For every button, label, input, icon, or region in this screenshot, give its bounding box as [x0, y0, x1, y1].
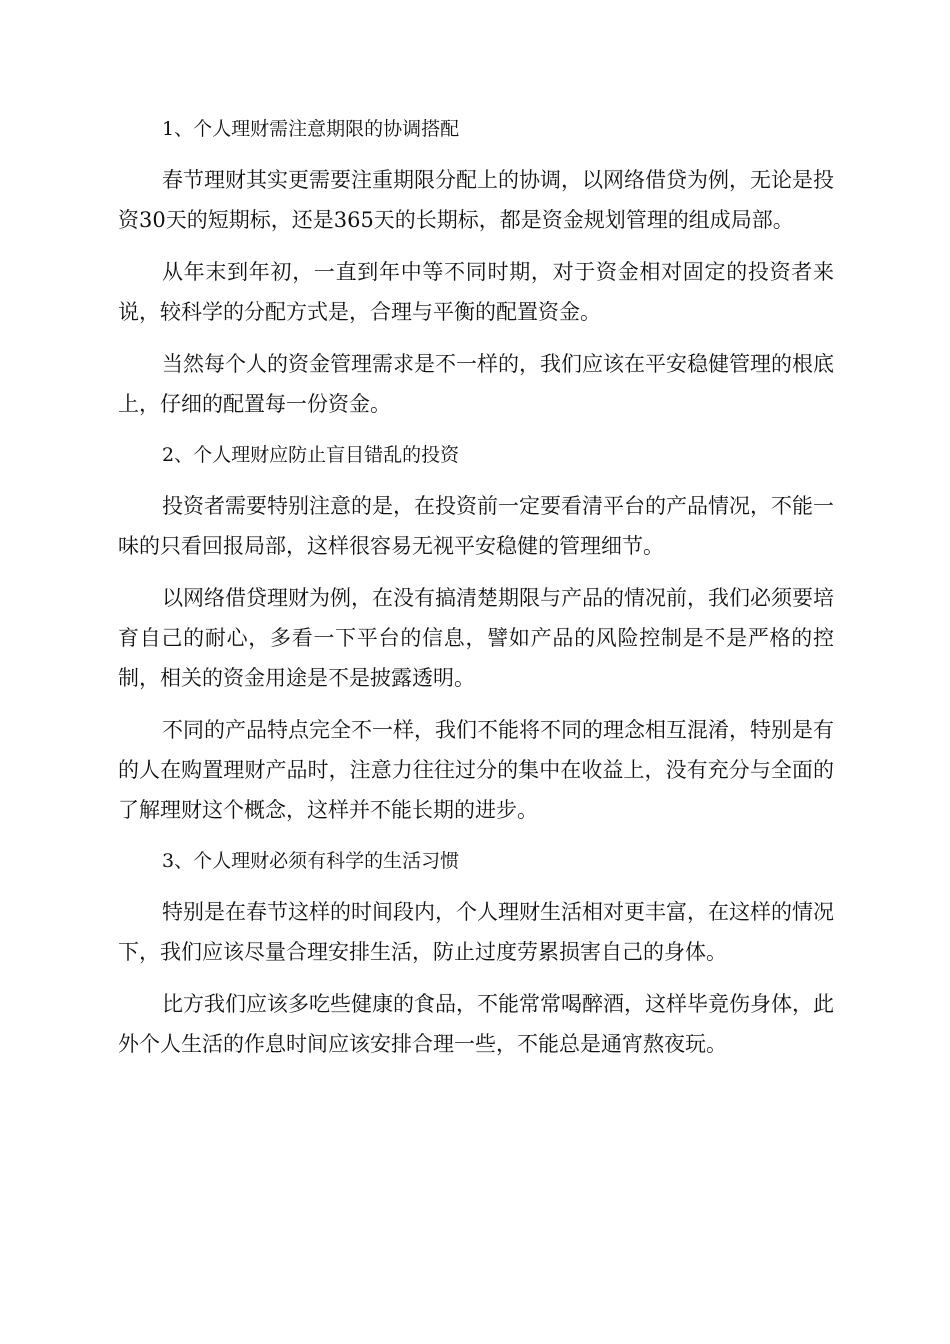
- section-heading: 2、个人理财应防止盲目错乱的投资: [162, 444, 460, 466]
- section-2: [118, 436, 834, 830]
- paragraph: 春节理财其实更需要注重期限分配上的协调，以网络借贷为例，无论是投资30天的短期标，还是365天的长期标，都是资金规划管理的组成局部。: [118, 168, 834, 232]
- paragraph: 不同的产品特点完全不一样，我们不能将不同的理念相互混淆，特别是有的人在购置理财产品时，注意力往往过分的集中在收益上，没有充分与全面的了解理财这个概念，这样并不能长期的进步。: [118, 718, 834, 822]
- paragraph: 投资者需要特别注意的是，在投资前一定要看清平台的产品情况，不能一味的只看回报局部，这样很容易无视平安稳健的管理细节。: [118, 494, 834, 558]
- section-1: [118, 110, 834, 424]
- paragraph: 特别是在春节这样的时间段内，个人理财生活相对更丰富，在这样的情况下，我们应该尽量合理安排生活，防止过度劳累损害自己的身体。: [118, 900, 834, 964]
- paragraph: 从年末到年初，一直到年中等不同时期，对于资金相对固定的投资者来说，较科学的分配方式是，合理与平衡的配置资金。: [118, 260, 834, 324]
- section-heading: 1、个人理财需注意期限的协调搭配: [162, 118, 460, 140]
- paragraph: 以网络借贷理财为例，在没有搞清楚期限与产品的情况前，我们必须要培育自己的耐心，多看一下平台的信息，譬如产品的风险控制是不是严格的控制，相关的资金用途是不是披露透明。: [118, 586, 834, 690]
- paragraph: 当然每个人的资金管理需求是不一样的，我们应该在平安稳健管理的根底上，仔细的配置每一份资金。: [118, 352, 834, 416]
- document-page: [118, 110, 834, 1076]
- section-heading: 3、个人理财必须有科学的生活习惯: [162, 850, 460, 872]
- section-3: [118, 842, 834, 1064]
- paragraph: 比方我们应该多吃些健康的食品，不能常常喝醉酒，这样毕竟伤身体，此外个人生活的作息时间应该安排合理一些，不能总是通宵熬夜玩。: [118, 992, 834, 1056]
